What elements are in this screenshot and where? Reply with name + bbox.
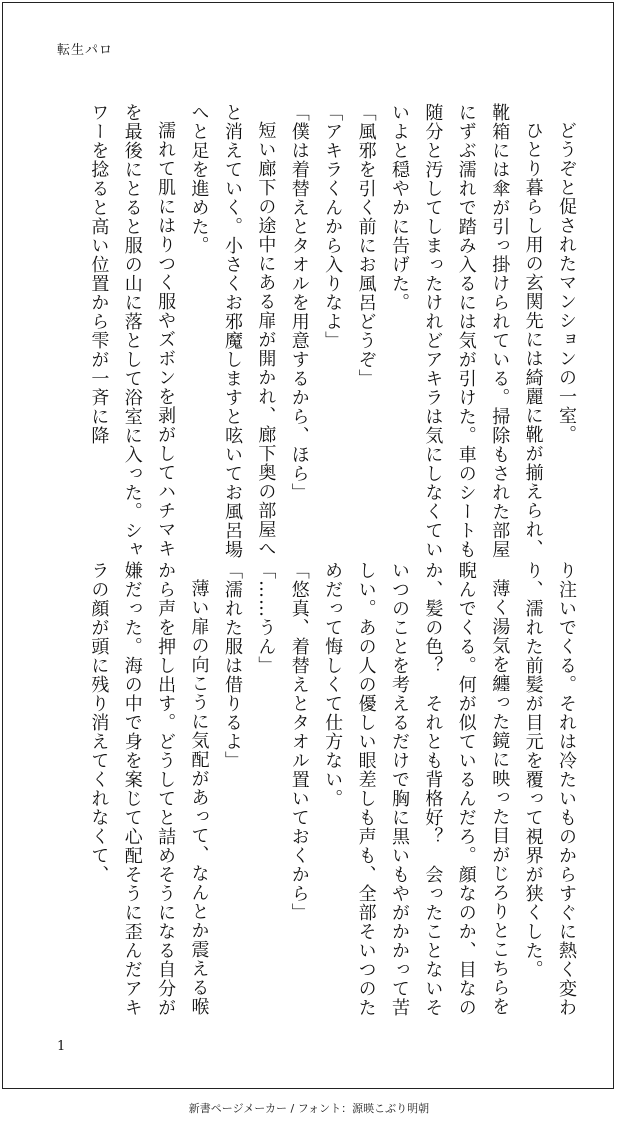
- dialogue-line: 「僕は着替えとタオルを用意するから、ほら」: [288, 103, 310, 502]
- footer-credit: 新書ページメーカー / フォント：源暎こぶり明朝: [188, 1102, 430, 1115]
- page-title: 転生パロ: [57, 43, 114, 58]
- dialogue-line: 「……うん」: [255, 561, 277, 675]
- paragraph: どうぞと促されたマンションの一室。: [556, 121, 577, 444]
- text-column-lower: [43, 561, 583, 1031]
- paragraph: ひとり暮らし用の玄関先には綺麗に靴が揃えられ、靴箱には傘が引っ掛けられている。掃除もされた部屋にずぶ濡れで踏み入るには気が引けた。車のシートも随分と汚してしまったけれどアキラは気にしなくていいよと穏やかに告げた。: [388, 103, 544, 559]
- paragraph: 薄く湯気を纏った鏡に映った目がじろりとこちらを睨んでくる。何が似ているんだろ。顔なのか、目なのか、髪の色？ それとも背格好？ 会ったことないそいつのことを考えるだけで胸に黒いもやがかかって苦しい。あの人の優しい眼差しも声も、全部そいつのためだって悔しくて仕方ない。: [322, 561, 511, 1017]
- paragraph: 短い廊下の途中にある扉が開かれ、廊下奥の部屋へと消えていく。小さくお邪魔しますと呟いてお風呂場へと足を進めた。: [188, 103, 277, 559]
- dialogue-line: 「濡れた服は借りるよ」: [221, 561, 243, 770]
- paragraph: 濡れて肌にはりつく服やズボンを剥がしてハチマキを最後にとると服の山に落として浴室に入った。シャワーを捻ると高い位置から雫が一斉に降: [88, 103, 177, 559]
- manuscript-page: [2, 2, 614, 1089]
- page-number: 1: [57, 1039, 66, 1054]
- dialogue-line: 「風邪を引く前にお風呂どうぞ」: [355, 103, 377, 388]
- text-column-upper: [43, 103, 583, 573]
- dialogue-line: 「アキラくんから入りなよ」: [322, 103, 344, 350]
- paragraph: 薄い扉の向こうに気配があって、なんとか震える喉から声を押し出す。どうしてと詰めそうになる自分が嫌だった。海の中で身を案じて心配そうに歪んだアキラの顔が頭に残り消えてくれなくて、: [88, 561, 210, 1017]
- dialogue-line: り注いでくる。それは冷たいものからすぐに熱く変わり、濡れた前髪が目元を覆って視界が狭くした。: [522, 561, 577, 1017]
- dialogue-line: 「悠真、着替えとタオル置いておくから」: [288, 561, 310, 922]
